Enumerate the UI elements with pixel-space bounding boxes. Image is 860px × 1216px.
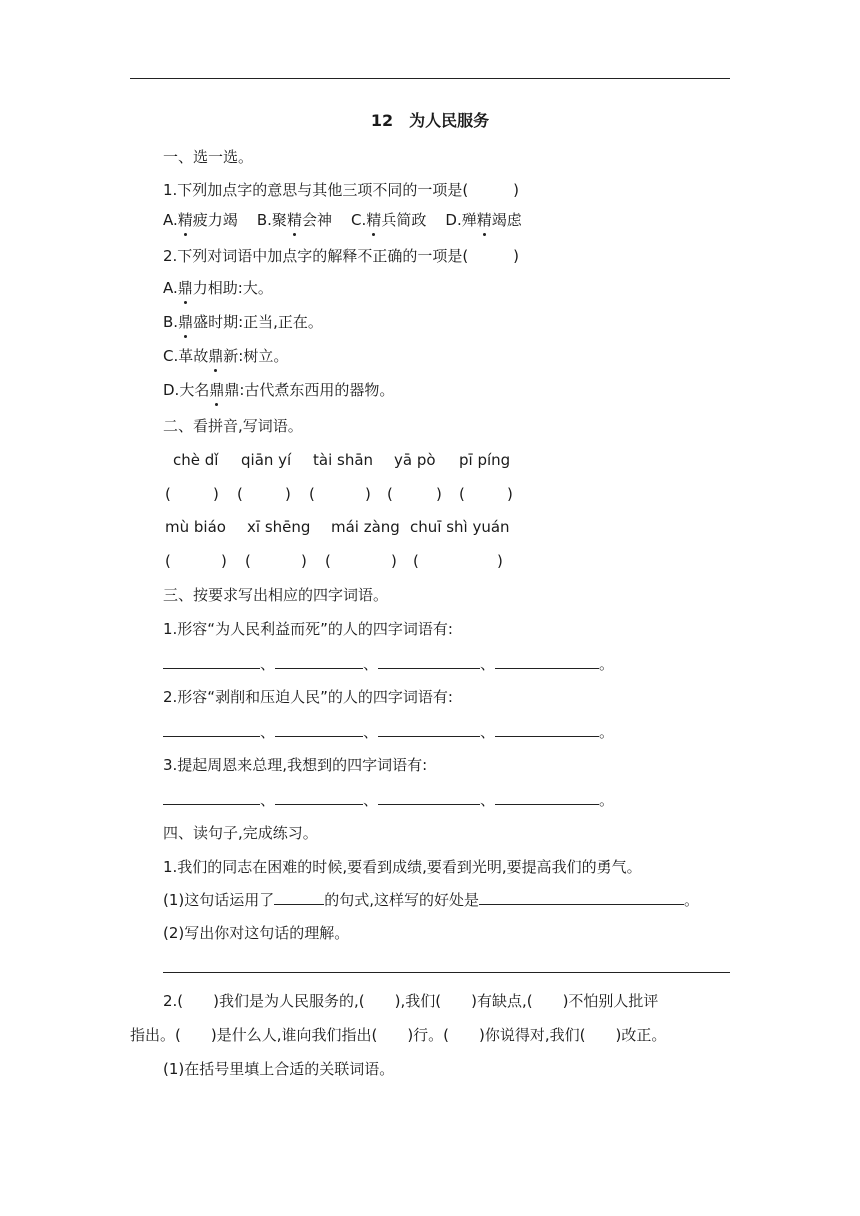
- blank-field[interactable]: [275, 788, 363, 805]
- blank-field[interactable]: [495, 788, 599, 805]
- answer-line[interactable]: [163, 972, 730, 973]
- s1-q2-text: 2.下列对词语中加点字的解释不正确的一项是( ): [163, 247, 520, 265]
- answer-box-5-close: ): [507, 485, 513, 503]
- blank-field[interactable]: [495, 720, 599, 737]
- s4-q1-1: (1)这句话运用了 的句式,这样写的好处是 。: [163, 888, 699, 911]
- header-rule: [130, 78, 730, 79]
- blank-field[interactable]: [479, 888, 684, 905]
- s1-q2-option-a: A.鼎力相助:大。: [163, 279, 273, 297]
- answer-box-6-open: (: [165, 552, 171, 570]
- answer-box-4-open: (: [387, 485, 393, 503]
- s3-q2-text: 2.形容“剥削和压迫人民”的人的四字词语有:: [163, 688, 453, 706]
- pinyin-1: chè dǐ: [173, 451, 219, 469]
- s1-q1-option-c: C.精兵简政: [351, 211, 427, 229]
- blank-field[interactable]: [163, 652, 260, 669]
- s3-q1-text: 1.形容“为人民利益而死”的人的四字词语有:: [163, 620, 453, 638]
- s1-q1-option-d: D.殚精竭虑: [445, 211, 522, 229]
- blank-field[interactable]: [378, 788, 480, 805]
- s1-q2-option-c: C.革故鼎新:树立。: [163, 347, 289, 365]
- answer-box-3-close: ): [365, 485, 371, 503]
- pinyin-6: mù biáo: [165, 518, 226, 536]
- section-3-heading: 三、按要求写出相应的四字词语。: [163, 586, 389, 604]
- pinyin-5: pī píng: [459, 451, 511, 469]
- answer-box-7-close: ): [301, 552, 307, 570]
- answer-box-8-open: (: [325, 552, 331, 570]
- s1-q1-option-a: A.精疲力竭: [163, 211, 238, 229]
- s4-q2-1: (1)在括号里填上合适的关联词语。: [163, 1060, 395, 1078]
- pinyin-2: qiān yí: [241, 451, 292, 469]
- blank-field[interactable]: [275, 720, 363, 737]
- section-4-heading: 四、读句子,完成练习。: [163, 824, 318, 842]
- answer-box-9-open: (: [413, 552, 419, 570]
- blank-field[interactable]: [378, 720, 480, 737]
- answer-box-7-open: (: [245, 552, 251, 570]
- pinyin-9: chuī shì yuán: [410, 518, 510, 536]
- answer-box-1-open: (: [165, 485, 171, 503]
- pinyin-3: tài shān: [313, 451, 374, 469]
- blank-field[interactable]: [275, 652, 363, 669]
- answer-box-3-open: (: [309, 485, 315, 503]
- s3-q2-blanks: 、 、 、 。: [163, 720, 614, 743]
- s1-q2-option-d: D.大名鼎鼎:古代煮东西用的器物。: [163, 381, 395, 399]
- pinyin-7: xī shēng: [247, 518, 311, 536]
- blank-field[interactable]: [378, 652, 480, 669]
- s3-q1-blanks: 、 、 、 。: [163, 652, 614, 675]
- s4-q1-text: 1.我们的同志在困难的时候,要看到成绩,要看到光明,要提高我们的勇气。: [163, 858, 642, 876]
- blank-field[interactable]: [495, 652, 599, 669]
- section-1-heading: 一、选一选。: [163, 148, 254, 166]
- s3-q3-blanks: 、 、 、 。: [163, 788, 614, 811]
- section-2-heading: 二、看拼音,写词语。: [163, 417, 303, 435]
- s1-q1-text: 1.下列加点字的意思与其他三项不同的一项是( ): [163, 181, 520, 199]
- answer-box-4-close: ): [436, 485, 442, 503]
- s4-q1-2: (2)写出你对这句话的理解。: [163, 924, 350, 942]
- s1-q1-option-b: B.聚精会神: [256, 211, 332, 229]
- s3-q3-text: 3.提起周恩来总理,我想到的四字词语有:: [163, 756, 428, 774]
- s1-q1-options: [163, 209, 522, 231]
- answer-box-9-close: ): [497, 552, 503, 570]
- answer-box-6-close: ): [221, 552, 227, 570]
- answer-box-5-open: (: [459, 485, 465, 503]
- s4-q2-line-1: 2.( )我们是为人民服务的,( ),我们( )有缺点,( )不怕别人批评: [163, 992, 659, 1010]
- page-title: 12 为人民服务: [370, 111, 490, 130]
- pinyin-4: yā pò: [394, 451, 436, 469]
- s4-q2-line-2: 指出。( )是什么人,谁向我们指出( )行。( )你说得对,我们( )改正。: [130, 1026, 667, 1044]
- answer-box-1-close: ): [213, 485, 219, 503]
- blank-field[interactable]: [163, 788, 260, 805]
- answer-box-8-close: ): [391, 552, 397, 570]
- pinyin-8: mái zàng: [331, 518, 400, 536]
- blank-field[interactable]: [163, 720, 260, 737]
- answer-box-2-open: (: [237, 485, 243, 503]
- blank-field[interactable]: [274, 888, 324, 905]
- answer-box-2-close: ): [285, 485, 291, 503]
- s1-q2-option-b: B.鼎盛时期:正当,正在。: [163, 313, 323, 331]
